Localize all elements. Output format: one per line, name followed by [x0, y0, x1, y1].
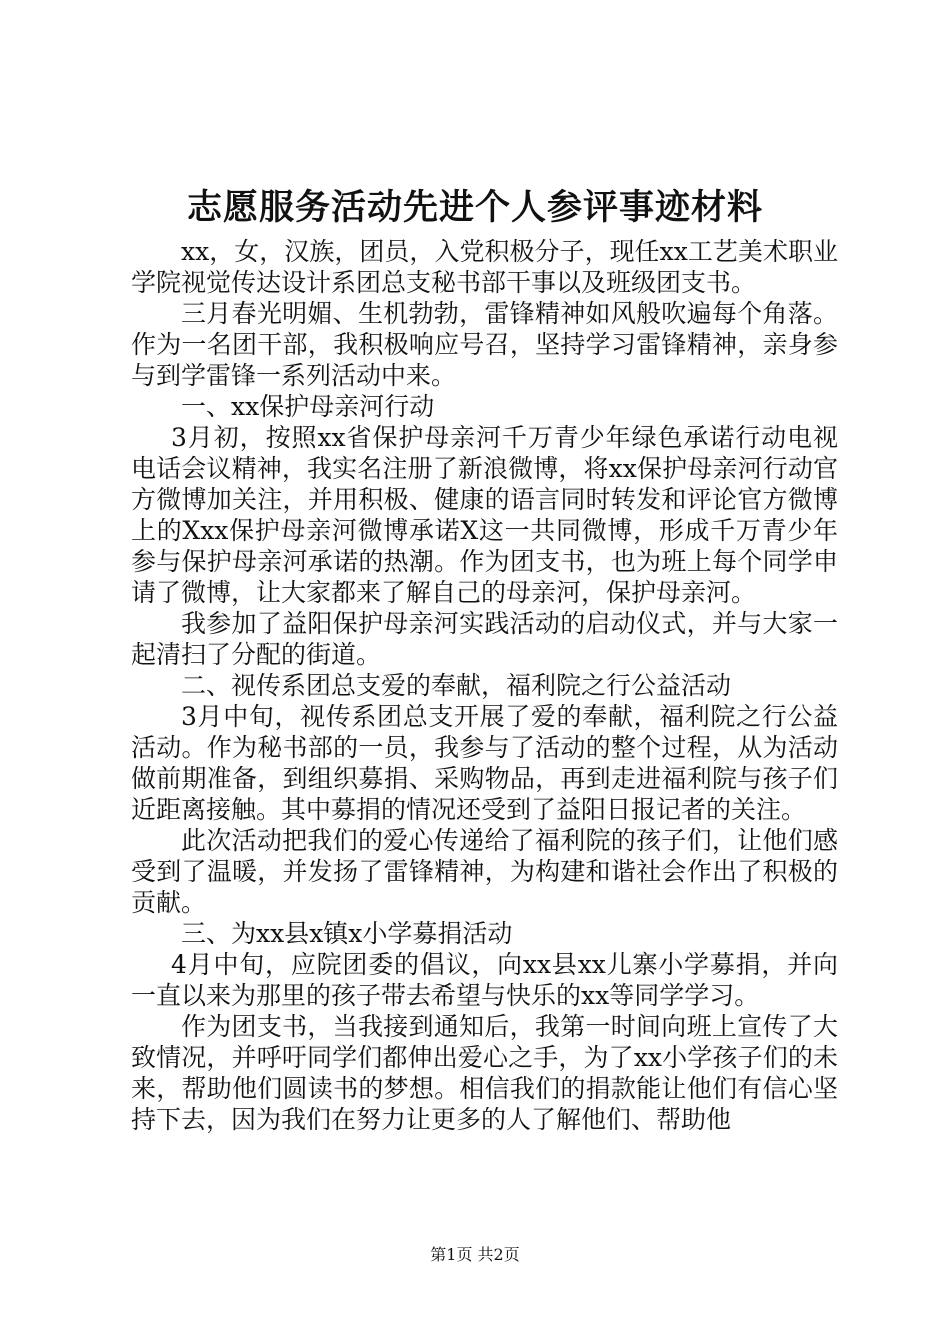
paragraph-section-1-b: 我参加了益阳保护母亲河实践活动的启动仪式，并与大家一起清扫了分配的街道。 [131, 609, 838, 669]
paragraph-spring: 三月春光明媚、生机勃勃，雷锋精神如风般吹遍每个角落。作为一名团干部，我积极响应号召，坚持学习雷锋精神，亲身参与到学雷锋一系列活动中来。 [131, 299, 838, 390]
paragraph-section-3-a: 4月中旬，应院团委的倡议，向xx县xx儿寨小学募捐，并向一直以来为那里的孩子带去希望与快乐的xx等同学学习。 [131, 950, 838, 1010]
paragraph-section-3-b: 作为团支书，当我接到通知后，我第一时间向班上宣传了大致情况，并呼吁同学们都伸出爱心之手，为了xx小学孩子们的未来，帮助他们圆读书的梦想。相信我们的捐款能让他们有信心坚持下去，因为我们在努力让更多的人了解他们、帮助他 [131, 1012, 838, 1134]
paragraph-section-1-a: 3月初，按照xx省保护母亲河千万青少年绿色承诺行动电视电话会议精神，我实名注册了新浪微博，将xx保护母亲河行动官方微博加关注，并用积极、健康的语言同时转发和评论官方微博上的Xxx保护母亲河微博承诺X这一共同微博，形成千万青少年参与保护母亲河承诺的热潮。作为团支书，也为班上每个同学申请了微博，让大家都来了解自己的母亲河，保护母亲河。 [131, 423, 838, 607]
document-body [131, 236, 838, 1135]
section-heading-2: 二、视传系团总支爱的奉献，福利院之行公益活动 [181, 671, 732, 700]
section-heading-3: 三、为xx县x镇x小学募捐活动 [181, 919, 513, 948]
page-number: 第1页 共2页 [430, 1245, 520, 1264]
paragraph-section-2-b: 此次活动把我们的爱心传递给了福利院的孩子们，让他们感受到了温暖，并发扬了雷锋精神，为构建和谐社会作出了积极的贡献。 [131, 826, 838, 917]
document-title: 志愿服务活动先进个人参评事迹材料 [186, 187, 763, 228]
paragraph-intro: xx，女，汉族，团员，入党积极分子，现任xx工艺美术职业学院视觉传达设计系团总支秘书部干事以及班级团支书。 [131, 237, 838, 297]
paragraph-section-2-a: 3月中旬，视传系团总支开展了爱的奉献，福利院之行公益活动。作为秘书部的一员，我参与了活动的整个过程，从为活动做前期准备，到组织募捐、采购物品，再到走进福利院与孩子们近距离接触。其中募捐的情况还受到了益阳日报记者的关注。 [131, 702, 838, 824]
section-heading-1: 一、xx保护母亲河行动 [181, 392, 435, 421]
